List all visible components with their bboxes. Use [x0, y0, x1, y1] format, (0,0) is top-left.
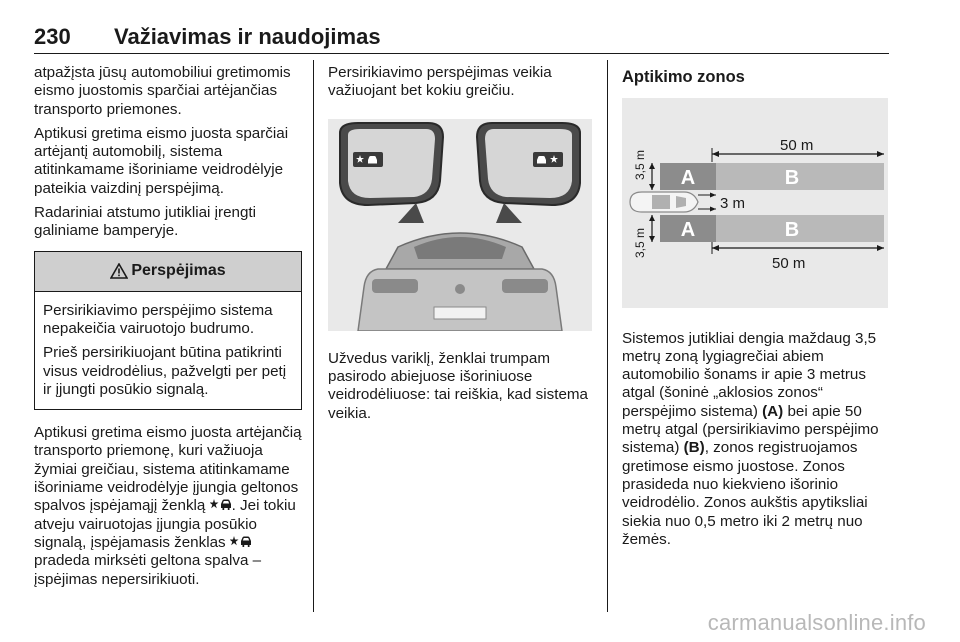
- star-car-icon: [210, 498, 232, 511]
- paragraph: Aptikusi gretima eismo juosta sparčiai artėjantį automobilį, sistema atitinkamame išoriniame veidrodėlyje pateikia vaizdinį perspėjimą.: [34, 124, 289, 197]
- width-label: 3,5 m: [633, 228, 647, 259]
- warning-triangle-icon: [110, 263, 128, 279]
- mirror-illustration: [328, 119, 592, 331]
- text-run: , zonos registruojamos gretimose eismo juostose. Zonos prasideda nuo kiekvieno išorinio veidrodėlio. Zonos aukštis apytiksliai siekia nuo 0,5 metro iki 2 metrų nuo žemės.: [622, 439, 868, 548]
- column-3: [622, 64, 888, 555]
- page-header: [34, 22, 889, 54]
- width-label: 3,5 m: [633, 150, 647, 181]
- distance-label: 50 m: [772, 255, 806, 273]
- distance-label: 3 m: [720, 195, 746, 213]
- bold-text: (A): [762, 402, 784, 420]
- section-heading: Aptikimo zonos: [622, 68, 745, 86]
- zone-label: B: [784, 167, 800, 190]
- text-run: Sistemos jutikliai dengia maždaug 3,5 metrų zoną lygiagrečiai abiem automobilio šonams ir apie 3 metrus atgal (šoninė „aklosios zonos“ perspėjimo sistema): [622, 329, 877, 420]
- warning-text: Persirikiavimo perspėjimo sistema nepakeičia vairuotojo budrumo.: [43, 301, 273, 337]
- star-car-icon: [353, 152, 383, 167]
- warning-text: Prieš persirikiuojant būtina patikrinti visus veidrodėlius, pažvelgti per petį ir įjungti posūkio signalą.: [43, 344, 287, 398]
- column-1: [34, 64, 302, 595]
- star-car-icon: [533, 152, 563, 167]
- bold-text: (B): [683, 439, 705, 457]
- text-run: . Jei tokiu atveju vairuotojas įjungia posūkio signalą, įspėjamasis ženklas: [34, 497, 296, 551]
- warning-box: [34, 251, 302, 410]
- column-divider: [607, 60, 608, 612]
- star-car-icon: [230, 535, 252, 548]
- watermark: carmanualsonline.info: [707, 610, 926, 635]
- text-run: Aptikusi gretima eismo juosta artėjančią transporto priemonę, kuri važiuoja žymiai greičiau, sistema atitinkamame išoriniame veidrodėlyje įjungia geltonos spalvos įspėjamąjį ženklą: [34, 424, 302, 515]
- text-run: bei apie 50 metrų atgal (persirikiavimo perspėjimo sistema): [622, 402, 879, 457]
- page-title: Važiavimas ir naudojimas: [114, 24, 381, 49]
- zone-label: B: [784, 219, 800, 242]
- paragraph: Radariniai atstumo jutikliai įrengti galiniame bamperyje.: [34, 204, 257, 240]
- warning-title: Perspėjimas: [131, 262, 226, 280]
- zone-b: [716, 163, 884, 190]
- detection-zones-diagram: [622, 98, 888, 308]
- paragraph: Užvedus variklį, ženklai trumpam pasirodo abiejuose išoriniuose veidrodėliuose: tai reiškia, kad sistema veikia.: [328, 349, 588, 422]
- paragraph: atpažįsta jūsų automobiliui gretimomis eismo juostomis sparčiai artėjančias transporto priemones.: [34, 64, 291, 118]
- column-divider: [313, 60, 314, 612]
- paragraph: [622, 330, 888, 550]
- zone-label: A: [680, 219, 696, 242]
- zone-b: [716, 215, 884, 242]
- zone-label: A: [680, 167, 696, 190]
- warning-header: [35, 252, 301, 292]
- distance-label: 50 m: [780, 137, 814, 155]
- paragraph: [34, 424, 302, 589]
- page-number: 230: [34, 24, 71, 49]
- column-2: [328, 64, 592, 429]
- text-run: pradeda mirksėti geltona spalva – įspėjimas nepersirikiuoti.: [34, 552, 262, 588]
- paragraph: Persirikiavimo perspėjimas veikia važiuojant bet kokiu greičiu.: [328, 64, 552, 100]
